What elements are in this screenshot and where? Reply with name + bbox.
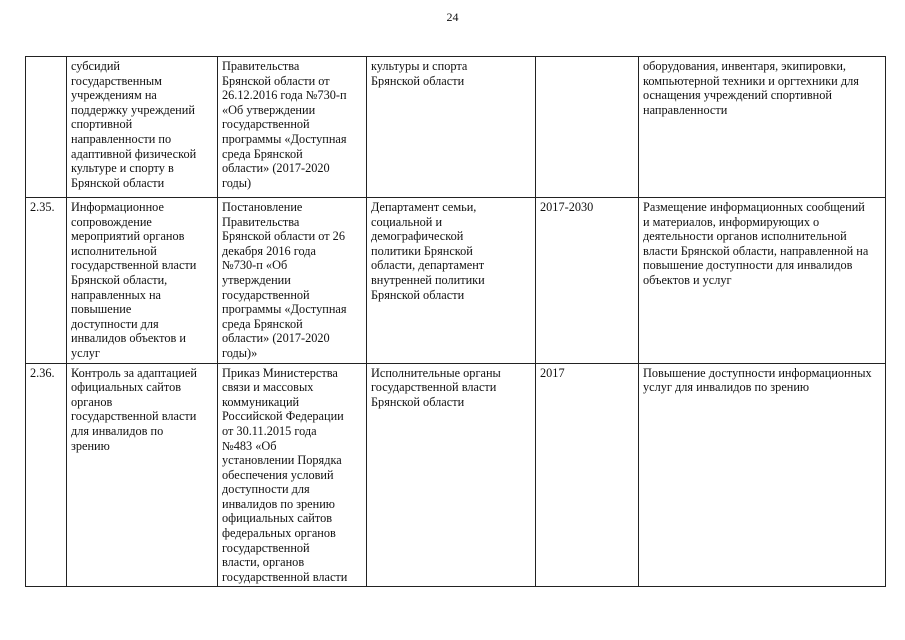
implementation-period: 2017	[536, 363, 639, 587]
measure-name: Информационное сопровождение мероприятий органов исполнительной государственной власти Брянской области, направленных на повышение доступности для инвалидов объектов и услуг	[67, 198, 218, 364]
page-number: 24	[446, 10, 459, 24]
implementation-period	[536, 57, 639, 198]
measure-name: субсидий государственным учреждениям на поддержку учреждений спортивной направленности по адаптивной физической культуре и спорту в Брянской области	[67, 57, 218, 198]
legal-basis: Приказ Министерства связи и массовых коммуникаций Российской Федерации от 30.11.2015 года №483 «Об установлении Порядка обеспечения условий доступности для инвалидов по зрению официальных сайтов федеральных органов государственной власти, органов государственной власти	[218, 363, 367, 587]
implementation-period: 2017-2030	[536, 198, 639, 364]
responsible-executor: культуры и спорта Брянской области	[367, 57, 536, 198]
expected-result: Повышение доступности информационных услуг для инвалидов по зрению	[639, 363, 886, 587]
measure-name: Контроль за адаптацией официальных сайтов органов государственной власти для инвалидов по зрению	[67, 363, 218, 587]
row-number: 2.35.	[26, 198, 67, 364]
measures-table	[25, 56, 886, 587]
row-number	[26, 57, 67, 198]
responsible-executor: Исполнительные органы государственной власти Брянской области	[367, 363, 536, 587]
legal-basis: Постановление Правительства Брянской области от 26 декабря 2016 года №730-п «Об утверждении государственной программы «Доступная среда Брянской области» (2017-2020 годы)»	[218, 198, 367, 364]
table-row	[26, 57, 886, 198]
table-row	[26, 198, 886, 364]
legal-basis: Правительства Брянской области от 26.12.2016 года №730-п «Об утверждении государственной программы «Доступная среда Брянской области» (2017-2020 годы)	[218, 57, 367, 198]
table-row	[26, 363, 886, 587]
row-number: 2.36.	[26, 363, 67, 587]
expected-result: Размещение информационных сообщений и материалов, информирующих о деятельности органов исполнительной власти Брянской области, направленной на повышение доступности для инвалидов объектов и услуг	[639, 198, 886, 364]
responsible-executor: Департамент семьи, социальной и демографической политики Брянской области, департамент внутренней политики Брянской области	[367, 198, 536, 364]
expected-result: оборудования, инвентаря, экипировки, компьютерной техники и оргтехники для оснащения учреждений спортивной направленности	[639, 57, 886, 198]
